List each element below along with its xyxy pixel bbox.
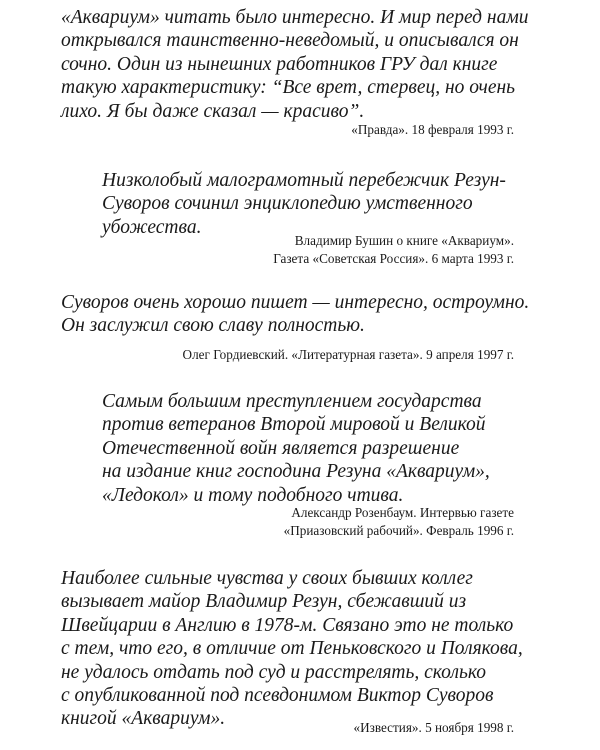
quote-source-izvestia: «Известия». 5 ноября 1998 г. [353, 720, 514, 735]
quote-gordievsky: Суворов очень хорошо пишет — интересно, остроумно. Он заслужил свою славу полностью. [61, 292, 530, 337]
quote-source-bushin: Владимир Бушин о книге «Аквариум». Газета «Советская Россия». 6 марта 1993 г. [273, 233, 514, 266]
quote-source-pravda: «Правда». 18 февраля 1993 г. [351, 122, 514, 137]
quote-izvestia: Наиболее сильные чувства у своих бывших коллег вызывает майор Владимир Резун, сбежавший из Швейцарии в Англию в 1978-м. Связано это не только с тем, что его, в отличие от Пеньковского и Полякова, не удалось отдать под суд и расстрелять, сколько с опубликованной под псевдонимом Виктор Суворов книгой «Аквариум». [61, 568, 523, 730]
quote-bushin: Низколобый малограмотный перебежчик Резун- Суворов сочинил энциклопедию умственного убожества. [102, 170, 506, 238]
quote-pravda: «Аквариум» читать было интересно. И мир перед нами открывался таинственно-неведомый, и описывался он сочно. Один из нынешних работников ГРУ дал книге такую характеристику: “Все врет, стервец, но очень лихо. Я бы даже сказал — красиво”. [61, 7, 529, 122]
quote-rosenbaum: Самым большим преступлением государства против ветеранов Второй мировой и Великой Отечественной войн является разрешение на издание книг господина Резуна «Аквариум», «Ледокол» и тому подобного чтива. [102, 391, 490, 506]
quote-source-rosenbaum: Александр Розенбаум. Интервью газете «Приазовский рабочий». Февраль 1996 г. [283, 505, 514, 538]
quote-source-gordievsky: Олег Гордиевский. «Литературная газета». 9 апреля 1997 г. [182, 347, 514, 362]
